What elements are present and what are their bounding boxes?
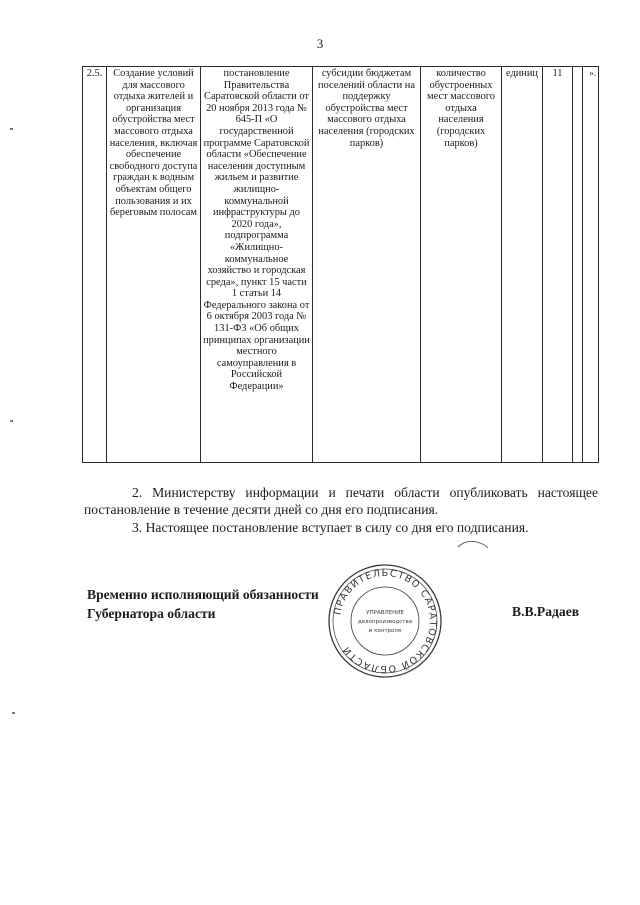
paragraph-2: 2. Министерству информации и печати области опубликовать настоящее постановление в течение десяти дней со дня его подписания. (84, 485, 598, 517)
table-row (83, 67, 599, 463)
paragraph-3: 3. Настоящее постановление вступает в силу со дня его подписания. (132, 520, 529, 535)
row-subsidy: субсидии бюджетам поселений области на поддержку обустройства мест массового отдыха населения (городских парков) (313, 67, 421, 463)
position-line-2: Губернатора области (87, 606, 216, 621)
page-number: 3 (316, 36, 324, 51)
signatory-position (87, 585, 319, 623)
row-value: 11 (543, 67, 573, 463)
position-line-1: Временно исполняющий обязанности (87, 587, 319, 602)
seal-inner-line-2: делопроизводства (357, 619, 413, 625)
signatory-name: В.В.Радаев (512, 604, 580, 619)
program-table (82, 66, 599, 463)
row-name: Создание условий для массового отдыха жителей и организация обустройства мест массового отдыха населения, включая обеспечение свободного доступа граждан к водным объектам общего пользования и их береговым полосам (107, 67, 201, 463)
row-closing-quote: ». (583, 67, 599, 463)
seal-inner-line-3: и контроля (368, 628, 402, 634)
seal-outer-text: ПРАВИТЕЛЬСТВО САРАТОВСКОЙ ОБЛАСТИ (332, 567, 439, 675)
row-unit: единиц (502, 67, 543, 463)
scan-speck (10, 420, 13, 422)
row-number: 2.5. (83, 67, 107, 463)
row-document: постановление Правительства Саратовской области от 20 ноября 2013 года № 645-П «О государственной программе Саратовской области «Обеспечение населения доступным жильем и развитие жилищно-коммунальной инфраструктуры до 2020 года», подпрограмма «Жилищно-коммунальное хозяйство и городская среда», пункт 15 части 1 статьи 14 Федерального закона от 6 октября 2003 года № 131-ФЗ «Об общих принципах организации местного самоуправления в Российской Федерации» (201, 67, 313, 463)
row-empty-cell (573, 67, 583, 463)
scan-speck (10, 128, 13, 130)
pen-mark-icon (456, 538, 490, 550)
row-indicator: количество обустроенных мест массового отдыха населения (городских парков) (421, 67, 502, 463)
scan-speck (12, 712, 15, 714)
seal-inner-line-1: УПРАВЛЕНИЕ (366, 610, 404, 616)
official-seal-icon (326, 562, 444, 680)
